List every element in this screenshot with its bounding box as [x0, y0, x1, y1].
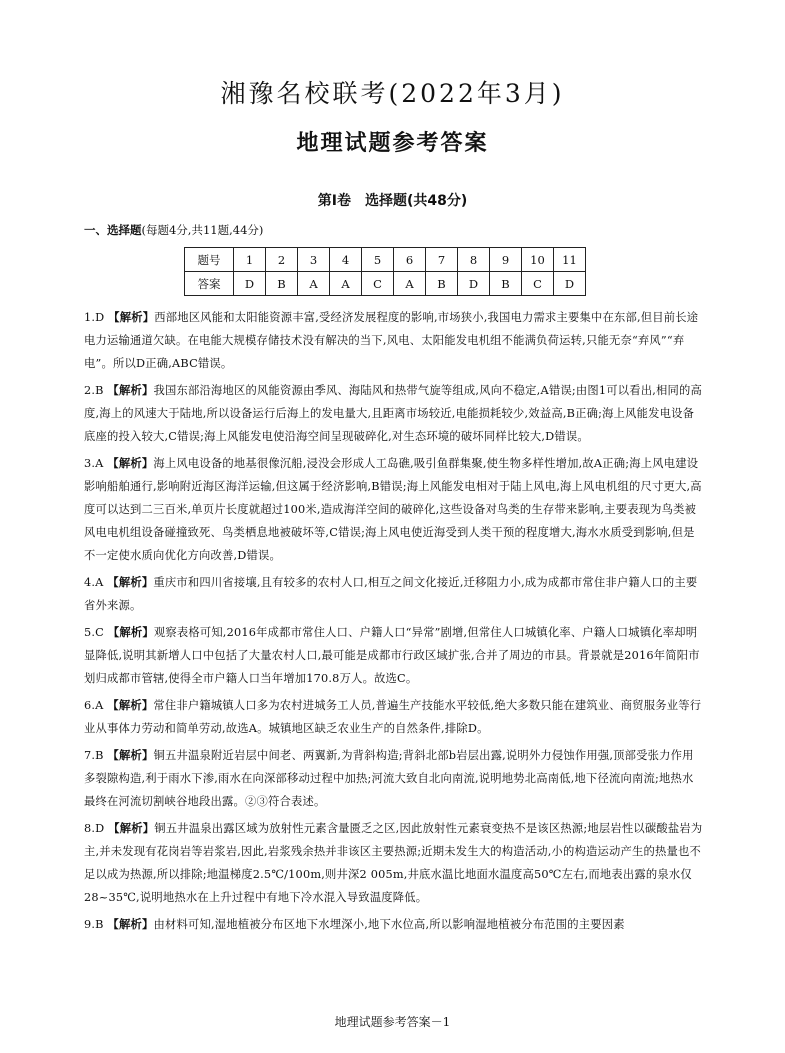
table-cell: 9 [490, 248, 522, 272]
explanation-item [84, 571, 704, 617]
explanation-item [84, 621, 704, 690]
table-cell: B [490, 272, 522, 296]
item-text: 由材料可知,湿地植被分布区地下水埋深小,地下水位高,所以影响湿地植被分布范围的主要因素 [153, 918, 625, 931]
table-cell: B [266, 272, 298, 296]
item-number: 7.B [84, 749, 104, 762]
answer-table-row-answers [185, 272, 586, 296]
table-cell: 7 [426, 248, 458, 272]
item-text: 铜五井温泉附近岩层中间老、两翼新,为背斜构造;背斜北部b岩层出露,说明外力侵蚀作用强,顶部受张力作用多裂隙构造,利于雨水下渗,雨水在向深部移动过程中加热;河流大致自北向南流,说明地势北高南低,地下径流向南流;地热水最终在河流切割峡谷地段出露。②③符合表述。 [84, 749, 694, 808]
explanation-item [84, 306, 704, 375]
item-number: 3.A [84, 457, 104, 470]
table-cell: 4 [330, 248, 362, 272]
row-label: 题号 [185, 248, 234, 272]
row-label: 答案 [185, 272, 234, 296]
table-cell: C [362, 272, 394, 296]
answer-table-row-numbers [185, 248, 586, 272]
table-cell: 3 [298, 248, 330, 272]
analysis-tag: 【解析】 [107, 576, 154, 589]
table-cell: 10 [522, 248, 554, 272]
item-text: 观察表格可知,2016年成都市常住人口、户籍人口“异常”剧增,但常住人口城镇化率、户籍人口城镇化率却明显降低,说明其新增人口中包括了大量农村人口,最可能是成都市行政区域扩张,合并了周边的市县。背景就是2016年简阳市划归成都市管辖,使得全市户籍人口当年增加170.8万人。故选C。 [84, 626, 700, 685]
exam-title: 湘豫名校联考(2022年3月) [220, 79, 565, 108]
table-cell: 1 [234, 248, 266, 272]
table-cell: A [298, 272, 330, 296]
explanation-item [84, 817, 704, 909]
item-number: 5.C [84, 626, 105, 639]
part-note: (每题4分,共11题,44分) [141, 223, 264, 237]
item-text: 西部地区风能和太阳能资源丰富,受经济发展程度的影响,市场狭小,我国电力需求主要集中在东部,但目前长途电力运输通道欠缺。在电能大规模存储技术没有解决的当下,风电、太阳能发电机组不能满负荷运转,只能无奈“弃风”“弃电”。所以D正确,ABC错误。 [84, 311, 699, 370]
part-heading [84, 222, 263, 238]
item-number: 1.D [84, 311, 105, 324]
item-number: 8.D [84, 822, 105, 835]
table-cell: D [458, 272, 490, 296]
analysis-tag: 【解析】 [108, 822, 155, 835]
item-number: 4.A [84, 576, 104, 589]
item-number: 6.A [84, 699, 104, 712]
explanation-item [84, 379, 704, 448]
explanation-item [84, 913, 704, 936]
explanations [84, 306, 704, 940]
analysis-tag: 【解析】 [108, 311, 155, 324]
table-cell: C [522, 272, 554, 296]
table-cell: D [234, 272, 266, 296]
page-footer: 地理试题参考答案－1 [334, 1015, 451, 1029]
explanation-item [84, 452, 704, 567]
table-cell: 5 [362, 248, 394, 272]
item-text: 重庆市和四川省接壤,且有较多的农村人口,相互之间文化接近,迁移阻力小,成为成都市常住非户籍人口的主要省外来源。 [84, 576, 698, 612]
section-heading: 第Ⅰ卷 选择题(共48分) [317, 193, 468, 209]
item-text: 我国东部沿海地区的风能资源由季风、海陆风和热带气旋等组成,风向不稳定,A错误;由图1可以看出,相同的高度,海上的风速大于陆地,所以设备运行后海上的发电量大,且距离市场较近,电能损耗较少,效益高,B正确;海上风能发电设备底座的投入较大,C错误;海上风能发电使沿海空间呈现破碎化,对生态环境的破坏同样比较大,D错误。 [84, 384, 702, 443]
analysis-tag: 【解析】 [107, 457, 154, 470]
table-cell: 2 [266, 248, 298, 272]
item-number: 9.B [84, 918, 104, 931]
analysis-tag: 【解析】 [107, 699, 154, 712]
item-text: 海上风电设备的地基很像沉船,浸没会形成人工岛礁,吸引鱼群集聚,使生物多样性增加,故A正确;海上风电建设影响船舶通行,影响附近海区海洋运输,但这属于经济影响,B错误;海上风能发电相对于陆上风电,海上风电机组的尺寸更大,高度可以达到二三百米,单页片长度就超过100米,造成海洋空间的破碎化,这些设备对鸟类的生存带来影响,主要表现为鸟类被风电电机组设备碰撞致死、鸟类栖息地被破坏等,C错误;海上风电使近海受到人类干预的程度增大,海水水质受到影响,但是不一定使水质向优化方向改善,D错误。 [84, 457, 702, 562]
item-text: 常住非户籍城镇人口多为农村进城务工人员,普遍生产技能水平较低,绝大多数只能在建筑业、商贸服务业等行业从事体力劳动和简单劳动,故选A。城镇地区缺乏农业生产的自然条件,排除D。 [84, 699, 702, 735]
explanation-item [84, 694, 704, 740]
table-cell: 6 [394, 248, 426, 272]
analysis-tag: 【解析】 [107, 918, 154, 931]
answer-table [184, 247, 586, 296]
table-cell: D [554, 272, 586, 296]
explanation-item [84, 744, 704, 813]
answer-key-title: 地理试题参考答案 [296, 131, 489, 156]
table-cell: 11 [554, 248, 586, 272]
table-cell: A [330, 272, 362, 296]
table-cell: 8 [458, 248, 490, 272]
item-text: 铜五井温泉出露区域为放射性元素含量匮乏之区,因此放射性元素衰变热不是该区热源;地层岩性以碳酸盐岩为主,并未发现有花岗岩等岩浆岩,因此,岩浆残余热并非该区主要热源;近期未发生大的构造活动,小的构造运动产生的热量也不足以成为热源,所以排除;地温梯度2.5℃/100m,则井深2 005m,井底水温比地面水温度高50℃左右,而地表出露的泉水仅28~35℃,说明地热水在上升过程中有地下冷水混入导致温度降低。 [84, 822, 703, 904]
item-number: 2.B [84, 384, 104, 397]
analysis-tag: 【解析】 [107, 626, 154, 639]
table-cell: B [426, 272, 458, 296]
analysis-tag: 【解析】 [107, 749, 154, 762]
analysis-tag: 【解析】 [107, 384, 154, 397]
part-label: 一、选择题 [84, 223, 142, 237]
table-cell: A [394, 272, 426, 296]
